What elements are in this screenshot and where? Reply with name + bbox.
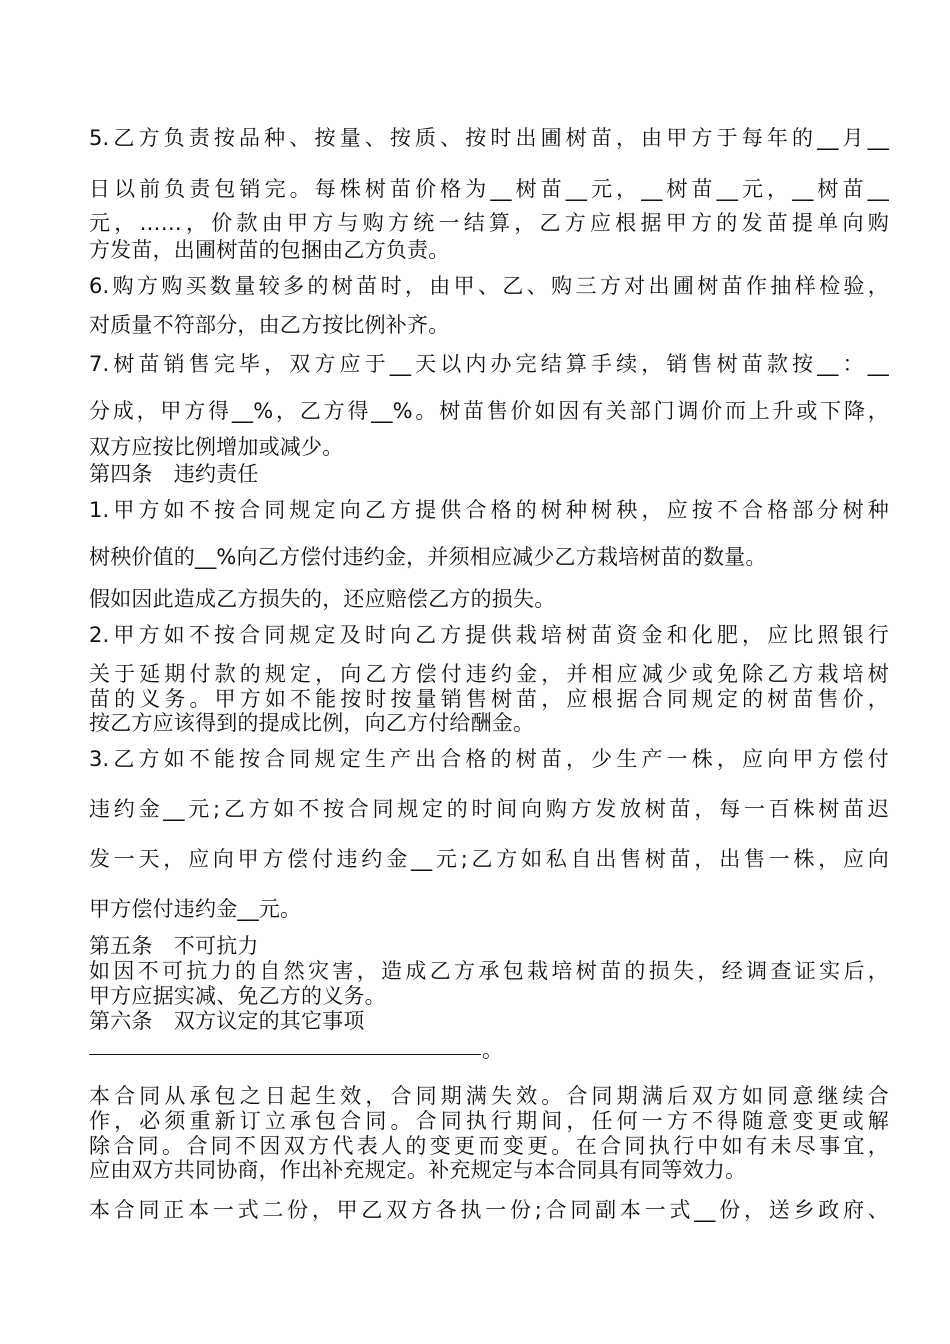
text-line: 按乙方应该得到的提成比例，向乙方付给酬金。 xyxy=(89,711,535,735)
text-line: 树秧价值的__%向乙方偿付违约金，并须相应减少乙方栽培树苗的数量。 xyxy=(89,545,767,569)
fill-in-blank-line xyxy=(89,1054,481,1055)
text-line: 甲方应据实减、免乙方的义务。 xyxy=(89,984,386,1008)
text-line: 苗的义务。甲方如不能按时按量销售树苗，应根据合同规定的树苗售价， xyxy=(89,687,889,711)
section-heading: 第六条 双方议定的其它事项 xyxy=(89,1009,365,1033)
text-line: 双方应按比例增加或减少。 xyxy=(89,435,344,459)
text-line: 关于延期付款的规定，向乙方偿付违约金，并相应减少或免除乙方栽培树 xyxy=(89,662,889,686)
text-line: 7.树苗销售完毕，双方应于__天以内办完结算手续，销售树苗款按__：__ xyxy=(89,352,889,376)
text-line: 甲方偿付违约金__元。 xyxy=(89,897,302,921)
text-line: 分成，甲方得__%，乙方得__%。树苗售价如因有关部门调价而上升或下降， xyxy=(89,399,889,423)
text-line: 5.乙方负责按品种、按量、按质、按时出圃树苗，由甲方于每年的__月__ xyxy=(89,126,889,150)
text-line: 作，必须重新订立承包合同。合同执行期间，任何一方不得随意变更或解 xyxy=(89,1109,889,1133)
text-line: 应由双方共同协商，作出补充规定。补充规定与本合同具有同等效力。 xyxy=(89,1158,747,1182)
text-line: 本合同从承包之日起生效，合同期满失效。合同期满后双方如同意继续合 xyxy=(89,1084,889,1108)
text-line: 1.甲方如不按合同规定向乙方提供合格的树种树秧，应按不合格部分树种 xyxy=(89,498,889,522)
text-line: 2.甲方如不按合同规定及时向乙方提供栽培树苗资金和化肥，应比照银行 xyxy=(89,623,889,647)
section-heading: 第四条 违约责任 xyxy=(89,462,259,486)
text-line: 方发苗，出圃树苗的包捆由乙方负责。 xyxy=(89,238,450,262)
section-heading: 第五条 不可抗力 xyxy=(89,934,259,958)
text-line: 元，……，价款由甲方与购方统一结算，乙方应根据甲方的发苗提单向购 xyxy=(89,211,889,235)
text-line: 日以前负责包销完。每株树苗价格为__树苗__元，__树苗__元，__树苗__ xyxy=(89,177,889,201)
text-line: 对质量不符部分，由乙方按比例补齐。 xyxy=(89,313,450,337)
text-line: 违约金__元;乙方如不按合同规定的时间向购方发放树苗，每一百株树苗迟 xyxy=(89,797,889,821)
text-line: 发一天，应向甲方偿付违约金__元;乙方如私自出售树苗，出售一株，应向 xyxy=(89,847,889,871)
text-line: 除合同。合同不因双方代表人的变更而变更。在合同执行中如有未尽事宜， xyxy=(89,1134,889,1158)
text-line: 6.购方购买数量较多的树苗时，由甲、乙、购三方对出圃树苗作抽样检验， xyxy=(89,274,889,298)
text-line: 本合同正本一式二份，甲乙双方各执一份;合同副本一式__份，送乡政府、 xyxy=(89,1198,889,1222)
blank-line-period: 。 xyxy=(482,1038,503,1062)
text-line: 3.乙方如不能按合同规定生产出合格的树苗，少生产一株，应向甲方偿付 xyxy=(89,747,889,771)
text-line: 假如因此造成乙方损失的，还应赔偿乙方的损失。 xyxy=(89,587,556,611)
text-line: 如因不可抗力的自然灾害，造成乙方承包栽培树苗的损失，经调查证实后， xyxy=(89,959,889,983)
